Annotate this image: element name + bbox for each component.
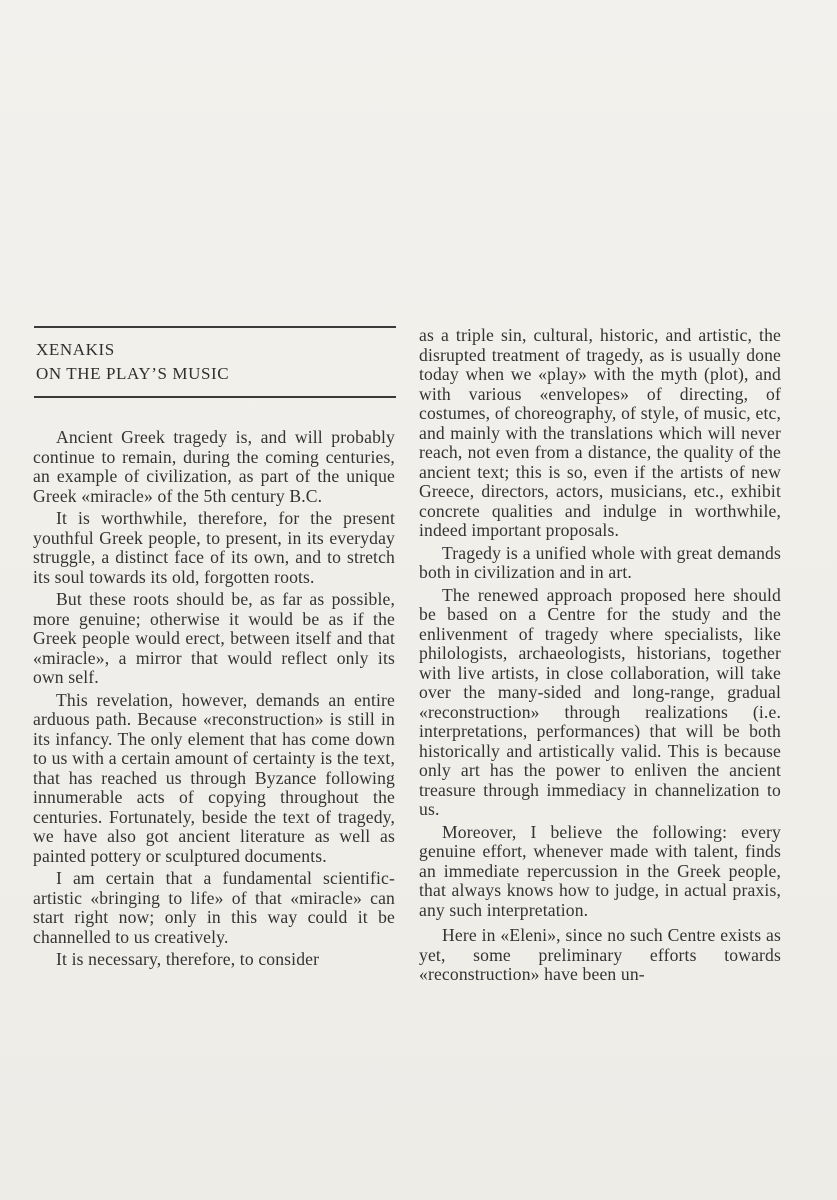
paragraph: This revelation, however, demands an entire arduous path. Because «reconstruction» is still in its infancy. The only element that has come down to us with a certain amount of certainty is the text, that has reached us through Byzance following innumerable acts of copying throughout the centuries. Fortunately, beside the text of tragedy, we have also got ancient literature as well as painted pottery or sculptured documents. bbox=[33, 689, 395, 866]
paragraph: I am certain that a fundamental scientific-artistic «bringing to life» of that «miracle» can start right now; only in this way could it be channelled to us creatively. bbox=[33, 868, 395, 947]
paragraph: But these roots should be, as far as possible, more genuine; otherwise it would be as if the Greek people would erect, between itself and that «miracle», a mirror that would reflect only its own self. bbox=[33, 589, 395, 687]
paragraph: It is necessary, therefore, to consider bbox=[56, 949, 320, 969]
paragraph: Here in «Eleni», since no such Centre exists as yet, some preliminary efforts towards «reconstruction» have been un- bbox=[419, 925, 781, 984]
article-heading bbox=[36, 338, 396, 386]
paragraph: Ancient Greek tragedy is, and will probably continue to remain, during the coming centuries, an example of civilization, as part of the unique Greek «miracle» of the 5th century B.C. bbox=[33, 427, 395, 506]
paragraph: It is worthwhile, therefore, for the present youthful Greek people, to present, in its everyday struggle, a distinct face of its own, and to stretch its soul towards its old, forgotten roots. bbox=[33, 508, 395, 587]
heading-line-author: XENAKIS bbox=[36, 340, 115, 359]
paragraph: as a triple sin, cultural, historic, and artistic, the disrupted treatment of tragedy, as is usually done today when we «play» with the myth (plot), and with various «envelopes» of directing, of costumes, of choreography, of style, of music, etc, and mainly with the translations which will never reach, not even from a distance, the quality of the ancient text; this is so, even if the artists of new Greece, directors, actors, musicians, etc., exhibit concrete qualities and indulge in worthwhile, indeed important proposals. bbox=[419, 325, 781, 540]
article-heading-block bbox=[34, 326, 396, 398]
paragraph: Tragedy is a unified whole with great demands both in civilization and in art. bbox=[419, 542, 781, 582]
right-text-column bbox=[419, 326, 781, 988]
paragraph: Moreover, I believe the following: every genuine effort, whenever made with talent, finds an immediate repercussion in the Greek people, that always knows how to judge, in actual praxis, any such interpretation. bbox=[419, 821, 781, 920]
paragraph: The renewed approach proposed here should be based on a Centre for the study and the enlivenment of tragedy where specialists, like philologists, archaeologists, historians, together with live artists, in close collaboration, will take over the many-sided and long-range, gradual «reconstruction» through realizations (i.e. interpretations, performances) that will be both historically and artistically valid. This is because only art has the power to enliven the ancient treasure through immediacy in channelization to us. bbox=[419, 584, 781, 819]
heading-top-rule bbox=[34, 326, 396, 328]
heading-line-title: ON THE PLAY’S MUSIC bbox=[36, 364, 230, 383]
left-text-column bbox=[33, 428, 395, 973]
heading-bottom-rule bbox=[34, 396, 396, 398]
